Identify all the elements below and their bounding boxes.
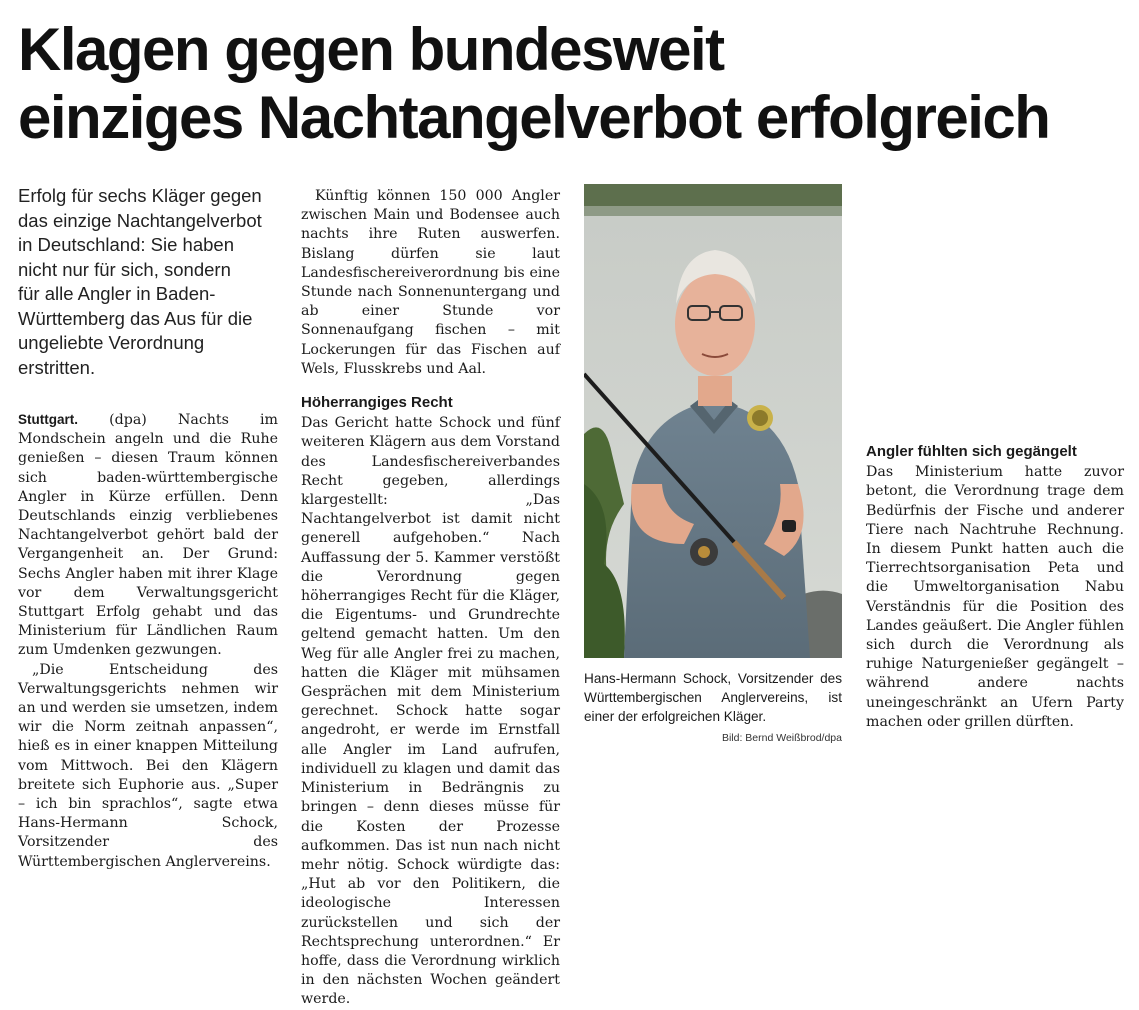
article-paragraph: Das Ministerium hatte zuvor betont, die Verordnung trage dem Bedürfnis der Fische und anderer Tiere nach Nachtruhe Rechnung. In diesem Punkt hatten auch die Tierrechtsorganisation Peta und die Umweltorganisation Nabu Verständnis für die Position des Landes geäußert. Die Angler fühlen sich durch die Verordnung als ruhige Naturgenießer gegängelt – während andere nachts uneingeschränkt an Ufern Party machen oder grillen dürften. — [866, 464, 1124, 730]
article-column-2 — [301, 187, 560, 1010]
angler-photo-illustration — [584, 184, 842, 658]
photo-credit: Bild: Bernd Weißbrod/dpa — [721, 732, 842, 744]
article-photo — [584, 184, 842, 658]
photo-caption: Hans-Hermann Schock, Vorsitzender des Württembergischen Anglervereins, ist einer der erfolgreichen Kläger. — [584, 671, 842, 724]
dateline: Stuttgart. — [18, 412, 78, 427]
lead-line: erstritten. — [18, 356, 96, 378]
article-paragraph: Künftig können 150 000 Angler zwischen Main und Bodensee auch nachts ihre Ruten auswerfen. Bislang dürfen sie laut Landesfischereiverordnung bis eine Stunde nach Sonnenuntergang und ab einer Stunde vor Sonnenaufgang fischen – mit Lockerungen für das Fischen auf Wels, Flusskrebs und Aal. — [301, 188, 560, 377]
lead-line: ungeliebte Verordnung — [18, 332, 205, 353]
lead-paragraph — [18, 184, 280, 380]
article-text: (dpa) Nachts im Mondschein angeln und die Ruhe genießen – diesen Traum können sich baden-württembergische Angler in Kürze erfüllen. Denn Deutschlands einzig verbliebenes Nachtangelverbot gehört bald der Vergangenheit an. Der Grund: Sechs Angler haben mit ihrer Klage vor dem Verwaltungsgericht Stuttgart Erfolg gehabt und das Ministerium für Ländlichen Raum zum Umdenken gezwungen. — [18, 412, 278, 659]
article-paragraph: „Die Entscheidung des Verwaltungsgerichts nehmen wir an und werden sie umsetzen, indem wir die Norm zeitnah anpassen“, hieß es in einer knappen Mitteilung vom Mittwoch. Bei den Klägern breitete sich Euphorie aus. „Super – ich bin sprachlos“, sagte etwa Hans-Hermann Schock, Vorsitzender des Württembergischen Anglervereins. — [18, 661, 278, 870]
lead-line: für alle Angler in Baden- — [18, 283, 216, 304]
lead-line: Erfolg für sechs Kläger gegen — [18, 185, 262, 206]
subheading: Höherrangiges Recht — [301, 394, 453, 412]
lead-line: in Deutschland: Sie haben — [18, 234, 234, 255]
lead-line: das einzige Nachtangelverbot — [18, 209, 262, 231]
article-paragraph: Das Gericht hatte Schock und fünf weiteren Klägern aus dem Vorstand des Landesfischereiverbandes Recht gegeben, allerdings klargestellt: „Das Nachtangelverbot ist damit nicht generell aufgehoben.“ Nach Auffassung der 5. Kammer verstößt die Verordnung gegen höherrangiges Recht für die Kläger, die Eigentums- und Grundrechte geltend gemacht hatten. Um den Weg für alle Angler frei zu machen, hatten die Kläger mit mühsamen Gesprächen mit dem Ministerium gerechnet. Schock hatte sogar angedroht, er werde im Ernstfall alle Angler im Land aufrufen, individuell zu klagen und damit das Ministerium in Bedrängnis zu bringen – denn dieses müsse für die Kosten der Prozesse aufkommen. Das ist nun nach nicht mehr nötig. Schock würdigte das: „Hut ab vor den Politikern, die ideologische Interessen zurückstellen und sich der Rechtsprechung unterordnen.“ Er hoffe, dass die Verordnung wirklich in den nächsten Wochen geändert werde. — [301, 415, 560, 1008]
subheading: Angler fühlten sich gegängelt — [866, 443, 1077, 460]
headline-line-2: einziges Nachtangelverbot erfolgreich — [18, 84, 1050, 151]
article-column-1 — [18, 410, 278, 872]
article-paragraph — [18, 410, 278, 661]
lead-line: Württemberg das Aus für die — [18, 307, 253, 329]
headline-line-1: Klagen gegen bundesweit — [18, 16, 724, 83]
article-column-4 — [866, 187, 1124, 732]
lead-line: nicht nur für sich, sondern — [18, 258, 231, 280]
headline — [18, 16, 1128, 152]
